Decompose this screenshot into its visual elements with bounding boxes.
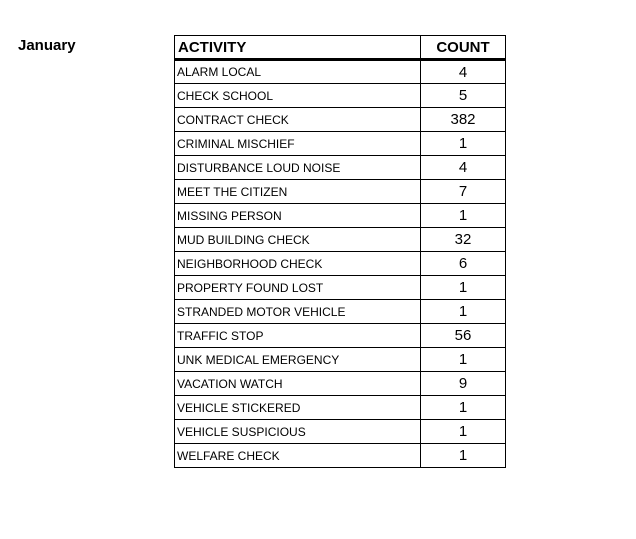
table-row: [175, 132, 506, 156]
activity-cell: MUD BUILDING CHECK: [175, 228, 421, 252]
activity-cell: VEHICLE SUSPICIOUS: [175, 420, 421, 444]
table-row: [175, 300, 506, 324]
table-row: [175, 228, 506, 252]
table-row: [175, 348, 506, 372]
count-cell: 1: [421, 204, 506, 228]
activity-cell: MISSING PERSON: [175, 204, 421, 228]
activity-cell: VEHICLE STICKERED: [175, 396, 421, 420]
table-row: [175, 324, 506, 348]
table-row: [175, 204, 506, 228]
count-cell: 1: [421, 444, 506, 468]
activity-cell: CRIMINAL MISCHIEF: [175, 132, 421, 156]
table-row: [175, 444, 506, 468]
activity-cell: MEET THE CITIZEN: [175, 180, 421, 204]
activity-column-header: ACTIVITY: [175, 36, 421, 60]
table-row: [175, 420, 506, 444]
count-cell: 4: [421, 60, 506, 84]
table-row: [175, 252, 506, 276]
table-row: [175, 276, 506, 300]
month-heading: January: [18, 37, 76, 54]
activity-cell: TRAFFIC STOP: [175, 324, 421, 348]
count-cell: 4: [421, 156, 506, 180]
count-cell: 6: [421, 252, 506, 276]
table-row: [175, 108, 506, 132]
count-cell: 56: [421, 324, 506, 348]
count-cell: 382: [421, 108, 506, 132]
count-cell: 32: [421, 228, 506, 252]
activity-cell: CHECK SCHOOL: [175, 84, 421, 108]
table-row: [175, 396, 506, 420]
count-cell: 1: [421, 276, 506, 300]
count-cell: 1: [421, 396, 506, 420]
activity-cell: STRANDED MOTOR VEHICLE: [175, 300, 421, 324]
count-cell: 1: [421, 132, 506, 156]
table-row: [175, 156, 506, 180]
table-row: [175, 372, 506, 396]
activity-cell: UNK MEDICAL EMERGENCY: [175, 348, 421, 372]
activity-cell: PROPERTY FOUND LOST: [175, 276, 421, 300]
activity-cell: NEIGHBORHOOD CHECK: [175, 252, 421, 276]
activity-cell: VACATION WATCH: [175, 372, 421, 396]
count-cell: 1: [421, 420, 506, 444]
table-row: [175, 84, 506, 108]
activity-cell: DISTURBANCE LOUD NOISE: [175, 156, 421, 180]
activity-cell: WELFARE CHECK: [175, 444, 421, 468]
table-row: [175, 60, 506, 84]
count-cell: 5: [421, 84, 506, 108]
activity-cell: ALARM LOCAL: [175, 60, 421, 84]
table-row: [175, 180, 506, 204]
count-column-header: COUNT: [421, 36, 506, 60]
count-cell: 7: [421, 180, 506, 204]
count-cell: 9: [421, 372, 506, 396]
table-header-row: [175, 36, 506, 60]
activity-count-table: [174, 35, 506, 468]
activity-cell: CONTRACT CHECK: [175, 108, 421, 132]
count-cell: 1: [421, 300, 506, 324]
count-cell: 1: [421, 348, 506, 372]
